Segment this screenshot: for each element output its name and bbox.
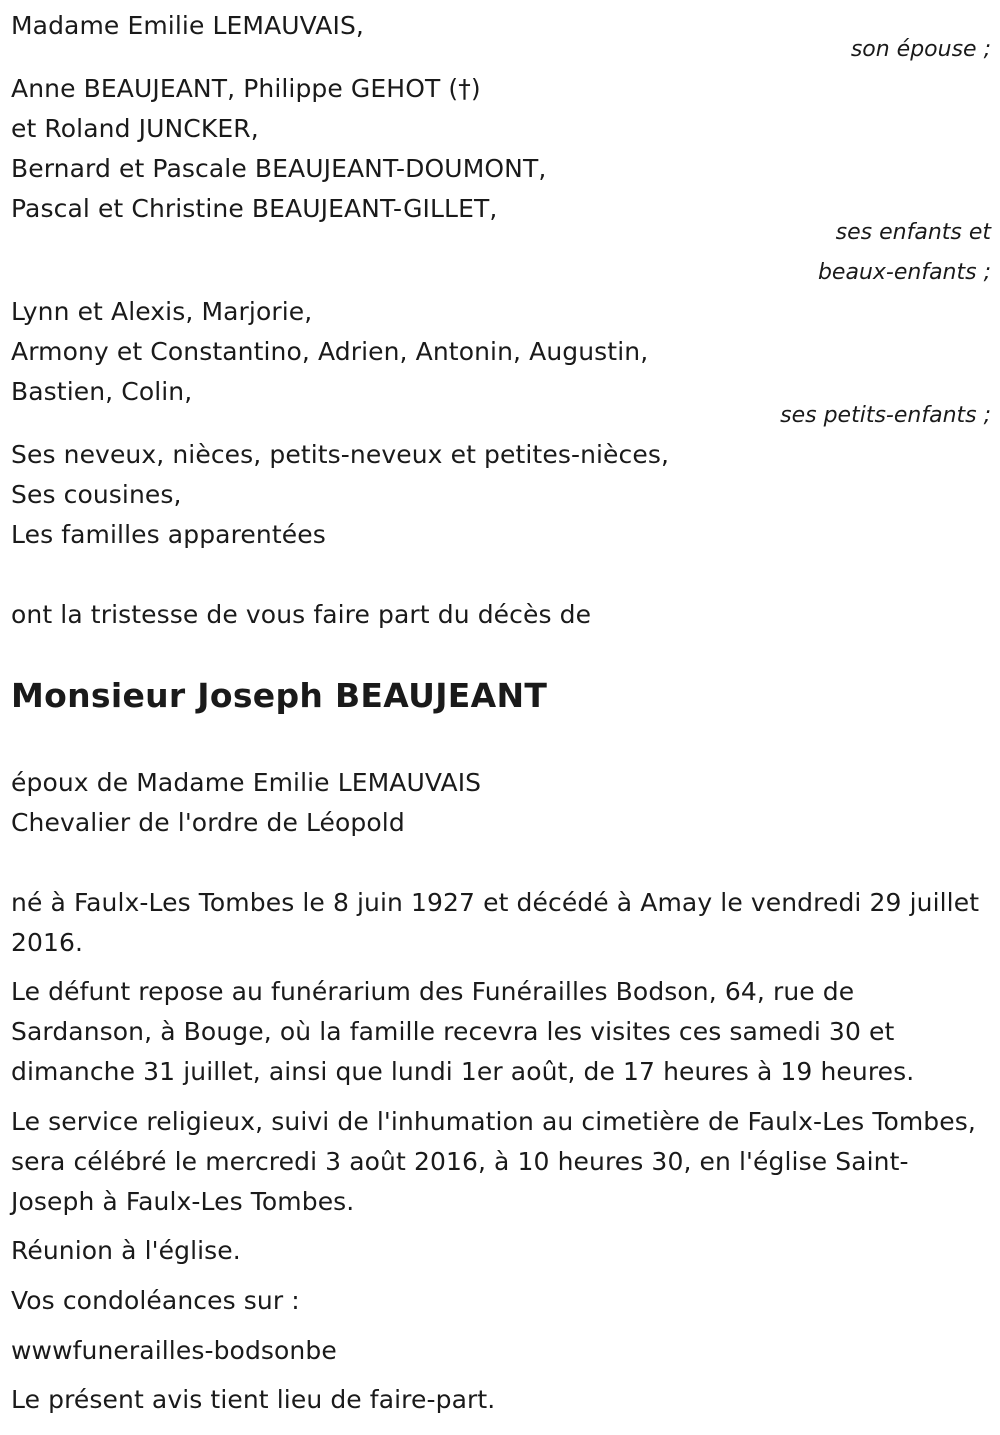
children-role: ses enfants et [835, 220, 991, 245]
announcement-text: ont la tristesse de vous faire part du décès de [11, 600, 592, 629]
relatives-line: Les familles apparentées [11, 520, 326, 549]
spouse-name: Madame Emilie LEMAUVAIS, [11, 11, 364, 40]
deceased-honor: Chevalier de l'ordre de Léopold [11, 808, 405, 837]
children-line: et Roland JUNCKER, [11, 114, 259, 143]
visitation-paragraph: Le défunt repose au funérarium des Funérailles Bodson, 64, rue de Sardanson, à Bouge, où la famille recevra les visites ces samedi 30 et dimanche 31 juillet, ainsi que lundi 1er août, de 17 heures à 19 heures. [11, 977, 915, 1086]
grandchildren-line: Lynn et Alexis, Marjorie, [11, 297, 313, 326]
grandchildren-line: Armony et Constantino, Adrien, Antonin, Augustin, [11, 337, 649, 366]
grandchildren-line: Bastien, Colin, [11, 377, 193, 406]
children-line: Anne BEAUJEANT, Philippe GEHOT (†) [11, 74, 481, 103]
deceased-spouse-of: époux de Madame Emilie LEMAUVAIS [11, 768, 482, 797]
children-role: beaux-enfants ; [817, 260, 991, 285]
grandchildren-role: ses petits-enfants ; [780, 403, 991, 428]
relatives-line: Ses cousines, [11, 480, 182, 509]
obituary-notice [11, 0, 991, 1435]
meeting-text: Réunion à l'église. [11, 1236, 241, 1265]
service-paragraph: Le service religieux, suivi de l'inhumation au cimetière de Faulx-Les Tombes, sera célébré le mercredi 3 août 2016, à 10 heures 30, en l'église Saint-Joseph à Faulx-Les Tombes. [11, 1107, 976, 1216]
children-line: Bernard et Pascale BEAUJEANT-DOUMONT, [11, 154, 547, 183]
notice-text: Le présent avis tient lieu de faire-part. [11, 1385, 496, 1414]
children-line: Pascal et Christine BEAUJEANT-GILLET, [11, 194, 498, 223]
relatives-line: Ses neveux, nièces, petits-neveux et petites-nièces, [11, 440, 670, 469]
spouse-role: son épouse ; [850, 37, 991, 62]
condolences-label: Vos condoléances sur : [11, 1286, 300, 1315]
condolences-website-link[interactable]: wwwfunerailles-bodsonbe [11, 1336, 337, 1365]
birth-death-paragraph: né à Faulx-Les Tombes le 8 juin 1927 et décédé à Amay le vendredi 29 juillet 2016. [11, 888, 980, 957]
deceased-name: Monsieur Joseph BEAUJEANT [11, 676, 548, 715]
